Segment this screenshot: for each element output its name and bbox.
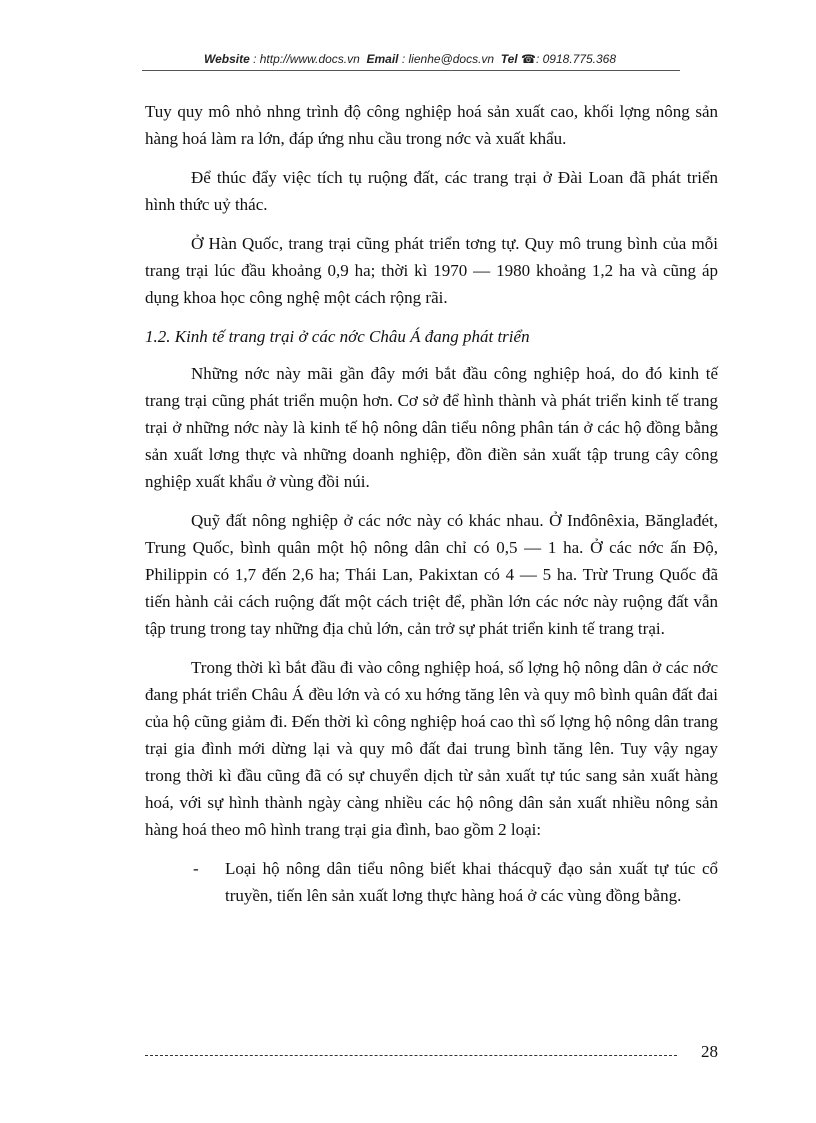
page-header [140, 52, 680, 66]
header-divider [142, 70, 680, 71]
bullet-text: Loại hộ nông dân tiểu nông biết khai thácquỹ đạo sản xuất tự túc cổ truyền, tiến lên sản xuất lơng thực hàng hoá ở các vùng đồng bằng. [225, 859, 718, 905]
tel-value: : 0918.775.368 [535, 52, 617, 66]
paragraph-1: Tuy quy mô nhỏ nhng trình độ công nghiệp hoá sản xuất cao, khối lợng nông sản hàng hoá làm ra lớn, đáp ứng nhu cầu trong nớc và xuất khẩu. [145, 102, 718, 148]
phone-icon: ☎ [521, 52, 536, 66]
paragraph-6: Trong thời kì bắt đầu đi vào công nghiệp hoá, số lợng hộ nông dân ở các nớc đang phát triển Châu Á đều lớn và có xu hớng tăng lên và quy mô bình quân đất đai của hộ cũng giảm đi. Đến thời kì công nghiệp hoá cao thì số lợng hộ nông dân trang trại gia đình mới dừng lại và quy mô đất đai trung bình tăng lên. Tuy vậy ngay trong thời kì đầu cũng đã có sự chuyển dịch từ sản xuất tự túc sang sản xuất hàng hoá, với sự hình thành ngày càng nhiều các hộ nông dân sản xuất nhiều nông sản hàng hoá theo mô hình trang trại gia đình, bao gồm 2 loại: [145, 658, 718, 839]
email-value: : lienhe@docs.vn [401, 52, 495, 66]
tel-label: Tel [500, 52, 518, 66]
email-label: Email [366, 52, 399, 66]
section-heading: 1.2. Kinh tế trang trại ở các nớc Châu Á đang phát triển [145, 327, 530, 346]
page-body [145, 98, 718, 909]
paragraph-2: Để thúc đẩy việc tích tụ ruộng đất, các trang trại ở Đài Loan đã phát triển hình thức uỷ thác. [145, 168, 718, 214]
page-footer [145, 1040, 718, 1064]
bullet-item [145, 855, 718, 909]
website-value: : http://www.docs.vn [253, 52, 360, 66]
footer-divider [145, 1055, 677, 1056]
paragraph-4: Những nớc này mãi gần đây mới bắt đầu công nghiệp hoá, do đó kinh tế trang trại cũng phát triển muộn hơn. Cơ sở để hình thành và phát triển kinh tế trang trại ở những nớc này là kinh tế hộ nông dân tiểu nông phân tán ở các hộ đồng bằng sản xuất lơng thực và những doanh nghiệp, đồn điền sản xuất tập trung cây công nghiệp xuất khẩu ở vùng đồi núi. [145, 364, 718, 491]
website-label: Website [203, 52, 250, 66]
paragraph-3: Ở Hàn Quốc, trang trại cũng phát triển tơng tự. Quy mô trung bình của mỗi trang trại lúc đầu khoảng 0,9 ha; thời kì 1970 — 1980 khoảng 1,2 ha và cũng áp dụng khoa học công nghệ một cách rộng rãi. [145, 234, 718, 307]
bullet-mark: - [193, 859, 199, 878]
paragraph-5: Quỹ đất nông nghiệp ở các nớc này có khác nhau. Ở Inđônêxia, Bănglađét, Trung Quốc, bình quân một hộ nông dân chỉ có 0,5 — 1 ha. Ở các nớc ấn Độ, Philippin có 1,7 đến 2,6 ha; Thái Lan, Pakixtan có 4 — 5 ha. Trừ Trung Quốc đã tiến hành cải cách ruộng đất một cách triệt để, phần lớn các nớc này ruộng đất vẫn tập trung trong tay những địa chủ lớn, cản trở sự phát triển kinh tế trang trại. [145, 511, 718, 638]
page-number: 28 [701, 1042, 718, 1061]
